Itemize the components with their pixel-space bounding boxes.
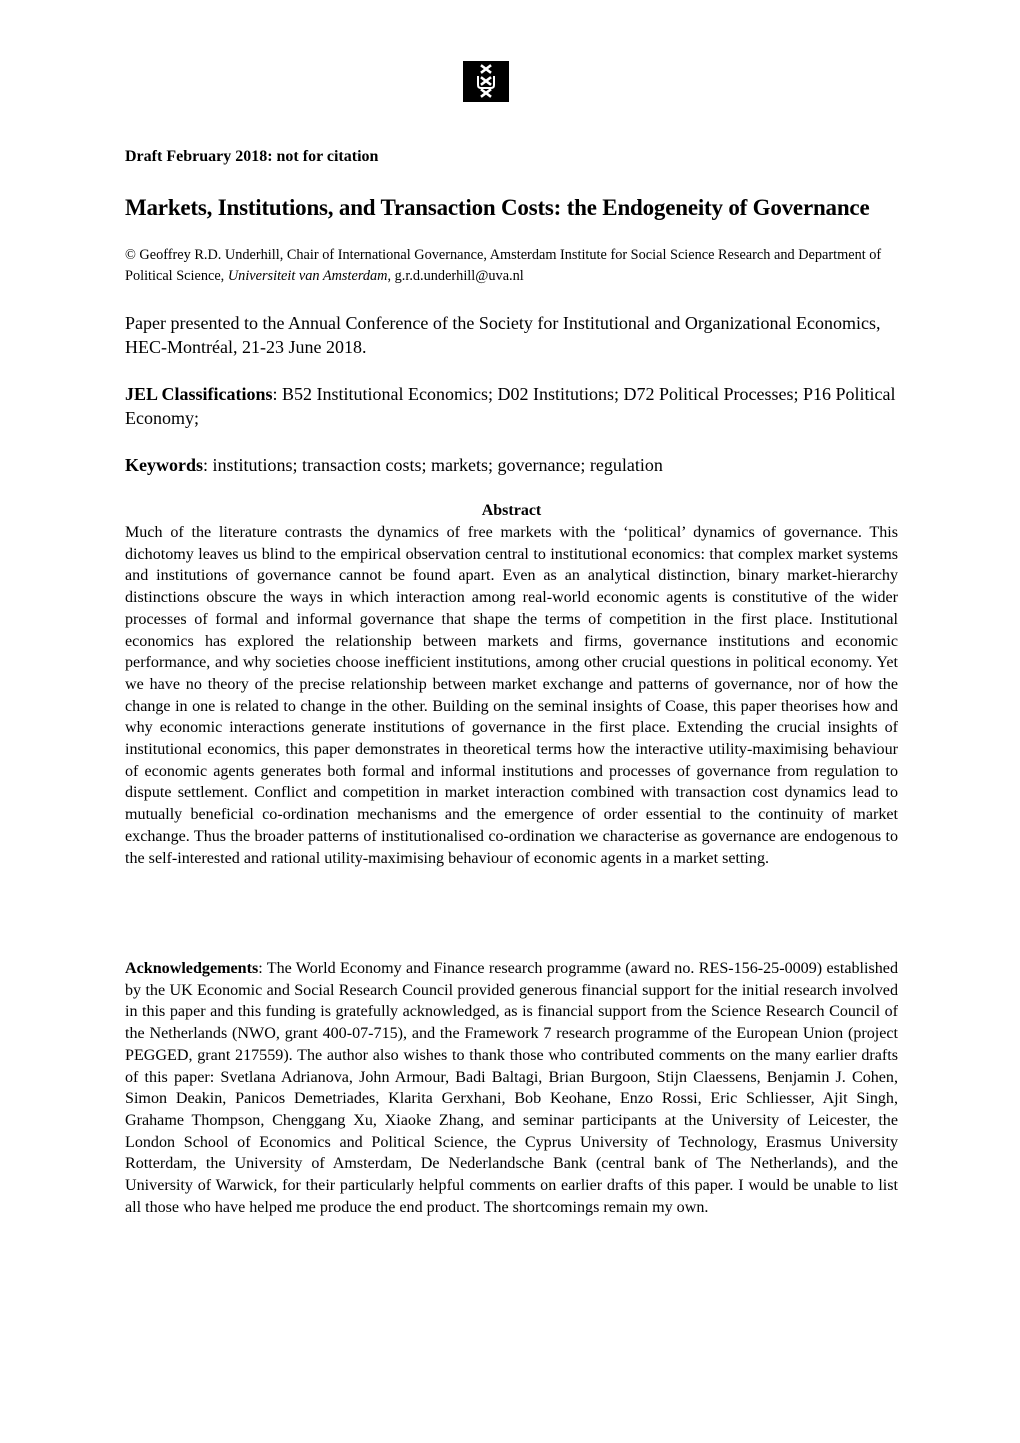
jel-text: : B52 Institutional Economics; D02 Institutions; D72 Political Processes; P16 Political Economy; (125, 384, 896, 428)
abstract-text: Much of the literature contrasts the dynamics of free markets with the ‘political’ dynamics of governance. This dichotomy leaves us blind to the empirical observation central to institutional economics: that complex market systems and institutions of governance cannot be found apart. Even as an analytical distinction, binary market-hierarchy distinctions obscure the ways in which interaction among real-world economic agents is constitutive of the wider processes of formal and informal governance that shape the terms of competition in the first place. Institutional economics has explored the relationship between markets and firms, governance institutions and economic performance, and why societies choose inefficient institutions, among other crucial questions in political economy. Yet we have no theory of the precise relationship between market exchange and patterns of governance, nor of how the change in one is related to change in the other. Building on the seminal insights of Coase, this paper theorises how and why economic interactions generate institutions of governance in the first place. Extending the crucial insights of institutional economics, this paper demonstrates in theoretical terms how the interactive utility-maximising behaviour of economic agents generates both formal and informal institutions and processes of governance from regulation to dispute settlement. Conflict and competition in market interaction combined with transaction cost dynamics lead to mutually beneficial co-ordination mechanisms and the emergence of order essential to the continuity of market exchange. Thus the broader patterns of institutionalised co-ordination we characterise as governance are endogenous to the self-interested and rational utility-maximising behaviour of economic agents in a market setting. (125, 524, 898, 867)
jel-classifications (125, 382, 898, 430)
keywords (125, 453, 663, 477)
acknowledgements-text: : The World Economy and Finance research programme (award no. RES-156-25-0009) established by the UK Economic and Social Research Council provided generous financial support for the initial research involved in this paper and this funding is gratefully acknowledged, as is financial support from the Science Research Council of the Netherlands (NWO, grant 400-07-715), and the Framework 7 research programme of the European Union (project PEGGED, grant 217559). The author also wishes to thank those who contributed comments on the many earlier drafts of this paper: Svetlana Adrianova, John Armour, Badi Baltagi, Brian Burgoon, Stijn Claessens, Benjamin J. Cohen, Simon Deakin, Panicos Demetriades, Klarita Gerxhani, Bob Keohane, Enzo Rossi, Eric Schliesser, Ajit Singh, Grahame Thompson, Chenggang Xu, Xiaoke Zhang, and seminar participants at the University of Leicester, the London School of Economics and Political Science, the Cyprus University of Technology, Erasmus University Rotterdam, the University of Amsterdam, De Nederlandsche Bank (central bank of The Netherlands), and the University of Warwick, for their particularly helpful comments on earlier drafts of this paper. I would be unable to list all those who have helped me produce the end product. The shortcomings remain my own. (125, 960, 898, 1216)
acknowledgements-label: Acknowledgements (125, 960, 259, 977)
keywords-label: Keywords (125, 455, 203, 475)
university-name: Universiteit van Amsterdam (227, 268, 388, 284)
acknowledgements (125, 958, 898, 1218)
draft-note: Draft February 2018: not for citation (125, 148, 379, 165)
conference-note: Paper presented to the Annual Conference of the Society for Institutional and Organizational Economics, HEC-Montréal, 21-23 June 2018. (125, 313, 881, 357)
author-email: , g.r.d.underhill@uva.nl (387, 268, 524, 284)
author-line (125, 245, 898, 287)
university-logo (463, 61, 509, 102)
paper-title: Markets, Institutions, and Transaction Costs: the Endogeneity of Governance (125, 195, 870, 220)
author-affiliation: © Geoffrey R.D. Underhill, Chair of International Governance, Amsterdam Institute for Social Science Research and Department of Political Science, (125, 247, 882, 284)
abstract-heading: Abstract (481, 502, 542, 519)
keywords-text: : institutions; transaction costs; markets; governance; regulation (203, 455, 663, 475)
jel-label: JEL Classifications (125, 384, 273, 404)
uva-crosses-icon (463, 61, 509, 102)
